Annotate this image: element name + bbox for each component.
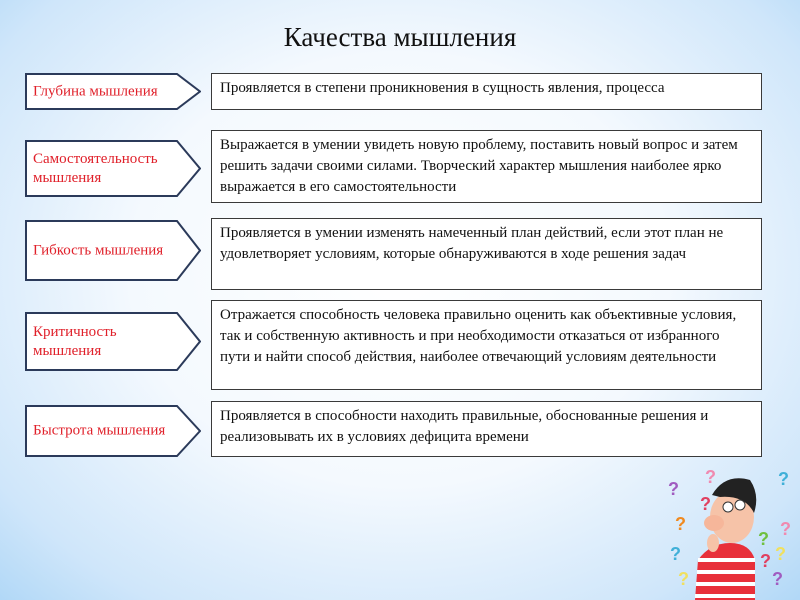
quality-label — [25, 140, 201, 197]
svg-text:?: ? — [670, 544, 681, 564]
svg-text:?: ? — [668, 479, 679, 499]
svg-text:?: ? — [758, 529, 769, 549]
quality-label — [25, 220, 201, 281]
svg-text:?: ? — [780, 519, 791, 539]
quality-label-text: Быстрота мышления — [33, 422, 166, 439]
svg-text:?: ? — [760, 551, 771, 571]
svg-text:?: ? — [705, 467, 716, 487]
slide-title: Качества мышления — [283, 22, 517, 52]
quality-label — [25, 405, 201, 457]
quality-label-text: Критичность мышления — [33, 323, 117, 359]
svg-text:?: ? — [675, 514, 686, 534]
quality-description: Проявляется в степени проникновения в сущность явления, процесса — [211, 73, 762, 110]
quality-description: Отражается способность человека правильно оценить как объективные условия, так и собственную активность и при необходимости отказаться от избранного пути и найти способ действия, наиболее отвечающий условиям деятельности — [211, 300, 762, 390]
quality-label-text: Самостоятельность мышления — [33, 150, 158, 186]
svg-text:?: ? — [775, 544, 786, 564]
thinking-man-illustration — [650, 455, 800, 600]
quality-label-text: Глубина мышления — [33, 83, 158, 99]
quality-description: Проявляется в способности находить правильные, обоснованные решения и реализовывать их в условиях дефицита времени — [211, 401, 762, 457]
svg-text:?: ? — [772, 569, 783, 589]
svg-text:?: ? — [778, 469, 789, 489]
quality-description: Выражается в умении увидеть новую проблему, поставить новый вопрос и затем решить задачи своими силами. Творческий характер мышления наиболее ярко выражается в его самостоятельности — [211, 130, 762, 203]
quality-label-text: Гибкость мышления — [33, 242, 164, 258]
svg-text:?: ? — [700, 494, 711, 514]
svg-text:?: ? — [678, 569, 689, 589]
quality-label — [25, 312, 201, 371]
quality-label — [25, 73, 201, 110]
quality-description: Проявляется в умении изменять намеченный план действий, если этот план не удовлетворяет условиям, которые обнаруживаются в ходе решения задач — [211, 218, 762, 290]
